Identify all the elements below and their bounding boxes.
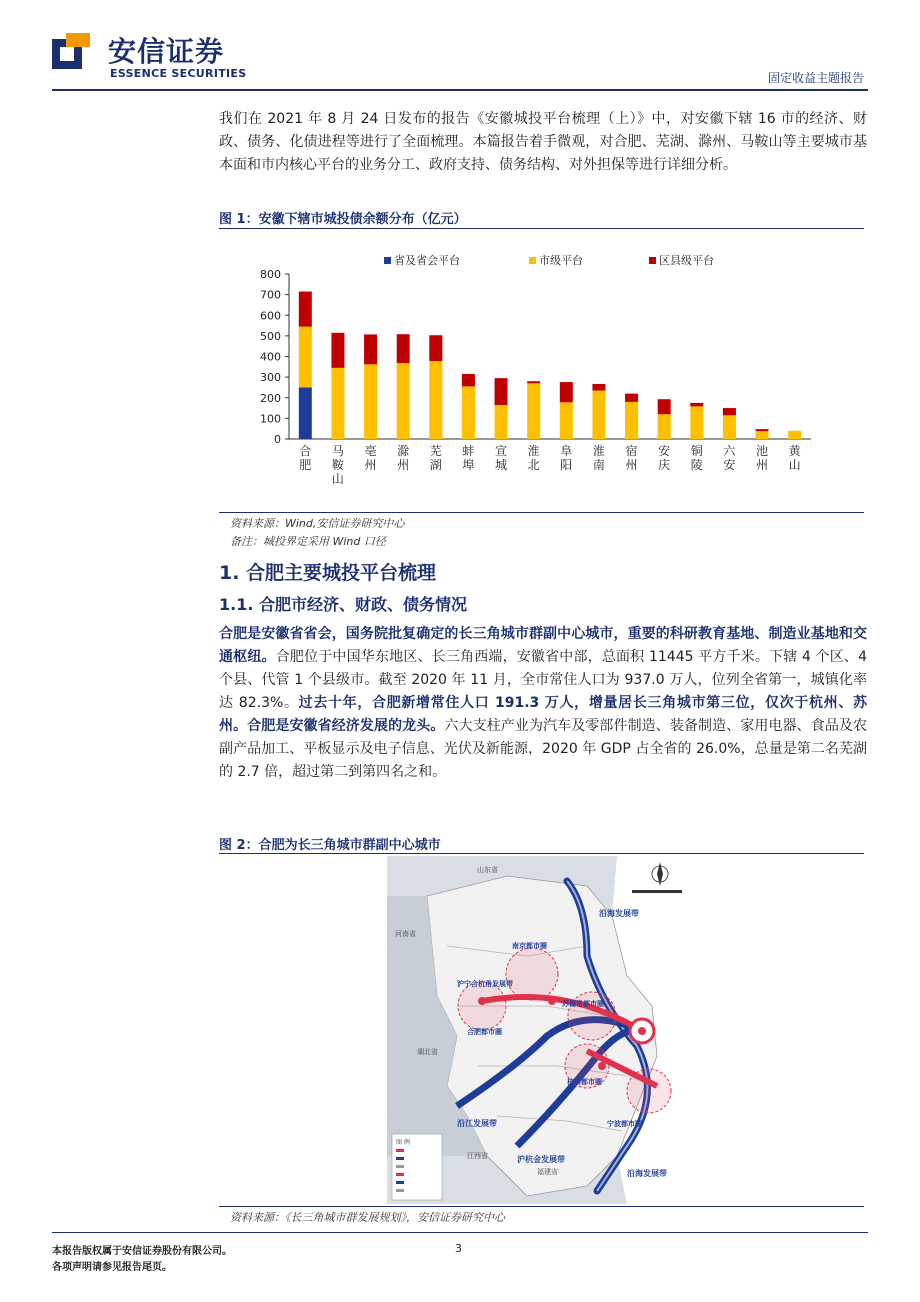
y-tick-label: 600	[260, 309, 281, 323]
bar-segment	[527, 381, 540, 383]
legend-swatch	[529, 257, 536, 264]
x-category-label: 宿	[625, 444, 638, 458]
label-ningbo-metro: 宁波都市圈	[607, 1120, 642, 1128]
x-category-label: 蚌	[462, 444, 475, 458]
x-category-label: 城	[495, 458, 508, 472]
x-category-label: 滁	[397, 444, 410, 458]
footer-copyright: 本报告版权属于安信证券股份有限公司。	[52, 1246, 232, 1257]
bar-segment	[331, 333, 344, 368]
hangzhou-dot-icon	[598, 1062, 606, 1070]
bar-segment	[690, 403, 703, 407]
label-jiangxi: 江西省	[467, 1152, 488, 1160]
bar-segment	[788, 431, 801, 439]
label-hangjin-belt: 沪杭金发展带	[517, 1155, 565, 1164]
map-graphic	[387, 856, 697, 1204]
y-tick-label: 700	[260, 288, 281, 302]
nanjing-metro-circle	[506, 948, 558, 1000]
bar-segment	[592, 391, 605, 439]
label-henan: 河南省	[395, 930, 416, 938]
x-category-label: 州	[364, 458, 377, 472]
y-tick-label: 200	[260, 391, 281, 405]
hefei-growth-sentence: 过去十年，合肥新增常住人口 191.3 万人，增量居长三角城市第三位，仅次于杭州、苏州。合肥是安徽省经济发展的龙头。	[219, 695, 867, 734]
x-category-label: 山	[331, 472, 344, 486]
subsection-heading: 1.1. 合肥市经济、财政、债务情况	[219, 595, 467, 614]
figure1-title: 图 1：安徽下辖市城投债余额分布（亿元）	[219, 212, 467, 227]
bar-segment	[658, 414, 671, 439]
bar-segment	[429, 335, 442, 361]
company-name-en: ESSENCE SECURITIES	[110, 67, 247, 80]
bar-segment	[625, 394, 638, 402]
figure2-bottom-rule	[219, 1206, 864, 1207]
label-huning-belt: 沪宁合杭甬发展带	[457, 980, 513, 988]
x-category-label: 合	[299, 444, 312, 458]
x-category-label: 北	[527, 458, 540, 472]
label-hangzhou-metro: 杭州都市圈	[567, 1078, 602, 1086]
bar-segment	[397, 363, 410, 439]
figure2-source: 资料来源：《长三角城市群发展规划》，安信证券研究中心	[230, 1211, 505, 1224]
hefei-paragraph	[219, 623, 867, 784]
x-category-label: 州	[756, 458, 769, 472]
bar-segment	[756, 429, 769, 431]
label-shandong: 山东省	[477, 866, 498, 874]
scale-bar-icon	[632, 890, 682, 893]
x-category-label: 淮	[592, 444, 605, 458]
legend-label: 区县级平台	[659, 254, 714, 267]
x-category-label: 六	[723, 444, 736, 458]
bar-segment	[462, 386, 475, 439]
legend-swatch	[649, 257, 656, 264]
x-category-label: 鞍	[331, 458, 344, 472]
nanjing-dot-icon	[548, 997, 556, 1005]
y-tick-label: 0	[274, 433, 281, 446]
x-category-label: 湖	[429, 458, 442, 472]
x-category-label: 芜	[429, 444, 442, 458]
bar-segment	[560, 402, 573, 439]
hefei-dot-icon	[478, 997, 486, 1005]
figure1-source: 资料来源：Wind,安信证券研究中心	[230, 517, 405, 530]
y-tick-label: 300	[260, 371, 281, 385]
bar-segment	[397, 334, 410, 363]
bar-segment	[331, 368, 344, 439]
x-category-label: 山	[788, 458, 801, 472]
page-number: 3	[455, 1242, 462, 1255]
label-hubei: 湖北省	[417, 1048, 438, 1056]
y-tick-label: 500	[260, 329, 281, 343]
figure2-title: 图 2：合肥为长三角城市群副中心城市	[219, 838, 441, 853]
label-nanjing-metro: 南京都市圈	[512, 942, 547, 950]
bar-segment	[495, 405, 508, 439]
y-tick-label: 400	[260, 350, 281, 364]
bar-segment	[527, 383, 540, 439]
footer-divider	[52, 1232, 868, 1233]
x-category-label: 马	[331, 444, 344, 458]
legend-label: 省及省会平台	[394, 254, 460, 267]
hefei-metro-circle	[458, 982, 506, 1030]
bar-segment	[658, 399, 671, 414]
hefei-industry: 六大支柱产业为汽车及零部件制造、装备制造、家用电器、食品及农副产品加工、平板显示及电子信息、光伏及新能源，2020 年 GDP 占全省的 26.0%，总量是第二名芜湖的 2.7 倍，超过第二到第四名之和。	[219, 718, 867, 780]
legend-label: 市级平台	[539, 254, 583, 267]
bar-segment	[690, 406, 703, 439]
bar-segment	[625, 402, 638, 439]
x-category-label: 州	[397, 458, 410, 472]
label-hefei-metro: 合肥都市圈	[467, 1028, 502, 1036]
x-category-label: 铜	[690, 444, 703, 458]
company-logo-icon	[52, 33, 96, 77]
figure1-top-rule	[219, 228, 864, 229]
x-category-label: 安	[723, 458, 736, 472]
bar-segment	[756, 431, 769, 439]
hefei-lead-sentence: 合肥是安徽省省会，国务院批复确定的长三角城市群副中心城市，重要的科研教育基地、制造业基地和交通枢纽。	[219, 626, 867, 665]
bar-segment	[364, 364, 377, 439]
label-river-belt: 沿江发展带	[457, 1119, 497, 1128]
figure1-bar-chart	[219, 242, 864, 514]
bar-segment	[462, 374, 475, 386]
bar-segment	[299, 387, 312, 439]
bar-segment	[723, 415, 736, 439]
legend-swatch	[384, 257, 391, 264]
x-category-label: 宣	[495, 444, 508, 458]
x-category-label: 黄	[788, 444, 801, 458]
x-category-label: 肥	[299, 458, 312, 472]
bar-segment	[364, 334, 377, 364]
label-coastal-south: 沿海发展带	[627, 1169, 667, 1178]
x-category-label: 庆	[658, 458, 671, 472]
intro-paragraph: 我们在 2021 年 8 月 24 日发布的报告《安徽城投平台梳理（上）》中，对安徽下辖 16 市的经济、财政、债务、化债进程等进行了全面梳理。本篇报告着手微观，对合肥、芜湖、滁州、马鞍山等主要城市基本面和市内核心平台的业务分工、政府支持、债务结构、对外担保等进行详细分析。	[219, 111, 867, 173]
section-heading: 1. 合肥主要城投平台梳理	[219, 562, 437, 584]
ningbo-metro-circle	[627, 1069, 671, 1113]
bar-segment	[592, 384, 605, 391]
header-divider	[52, 89, 868, 91]
hefei-facts: 合肥位于中国华东地区、长三角西端，安徽省中部，总面积 11445 平方千米。下辖 4 个区、4 个县、代管 1 个县级市。截至 2020 年 11 月，全市常住人口为 937.0 万人，位列全省第一，城镇化率达 82.3%。	[219, 649, 867, 711]
x-category-label: 阳	[560, 458, 573, 472]
bar-segment	[299, 327, 312, 388]
x-category-label: 陵	[690, 458, 703, 472]
bar-segment	[299, 292, 312, 327]
figure1-bottom-rule	[219, 512, 864, 513]
x-category-label: 州	[625, 458, 638, 472]
figure1-note: 备注：城投界定采用 Wind 口径	[230, 535, 386, 548]
bar-segment	[495, 378, 508, 405]
label-fujian: 福建省	[537, 1168, 558, 1176]
x-category-label: 淮	[527, 444, 540, 458]
x-category-label: 安	[658, 444, 671, 458]
y-tick-label: 800	[260, 268, 281, 281]
company-name-cn: 安信证券	[108, 35, 225, 68]
legend-title: 图 例	[396, 1139, 410, 1146]
x-category-label: 南	[592, 458, 605, 472]
map-legend	[392, 1134, 442, 1200]
x-category-label: 池	[756, 444, 769, 458]
x-category-label: 埠	[462, 458, 475, 472]
bar-segment	[560, 382, 573, 402]
y-tick-label: 100	[260, 412, 281, 426]
bar-segment	[723, 408, 736, 415]
yangtze-delta-map	[387, 856, 697, 1204]
footer-disclaimer: 各项声明请参见报告尾页。	[52, 1262, 172, 1273]
label-coastal-north: 沿海发展带	[599, 909, 639, 918]
label-suxichang-metro: 苏锡常都市圈	[562, 1000, 604, 1008]
x-category-label: 亳	[364, 444, 377, 458]
bar-segment	[429, 361, 442, 439]
report-type: 固定收益主题报告	[767, 71, 864, 85]
figure2-top-rule	[219, 853, 864, 854]
shanghai-dot-icon	[638, 1027, 646, 1035]
x-category-label: 阜	[560, 444, 573, 458]
